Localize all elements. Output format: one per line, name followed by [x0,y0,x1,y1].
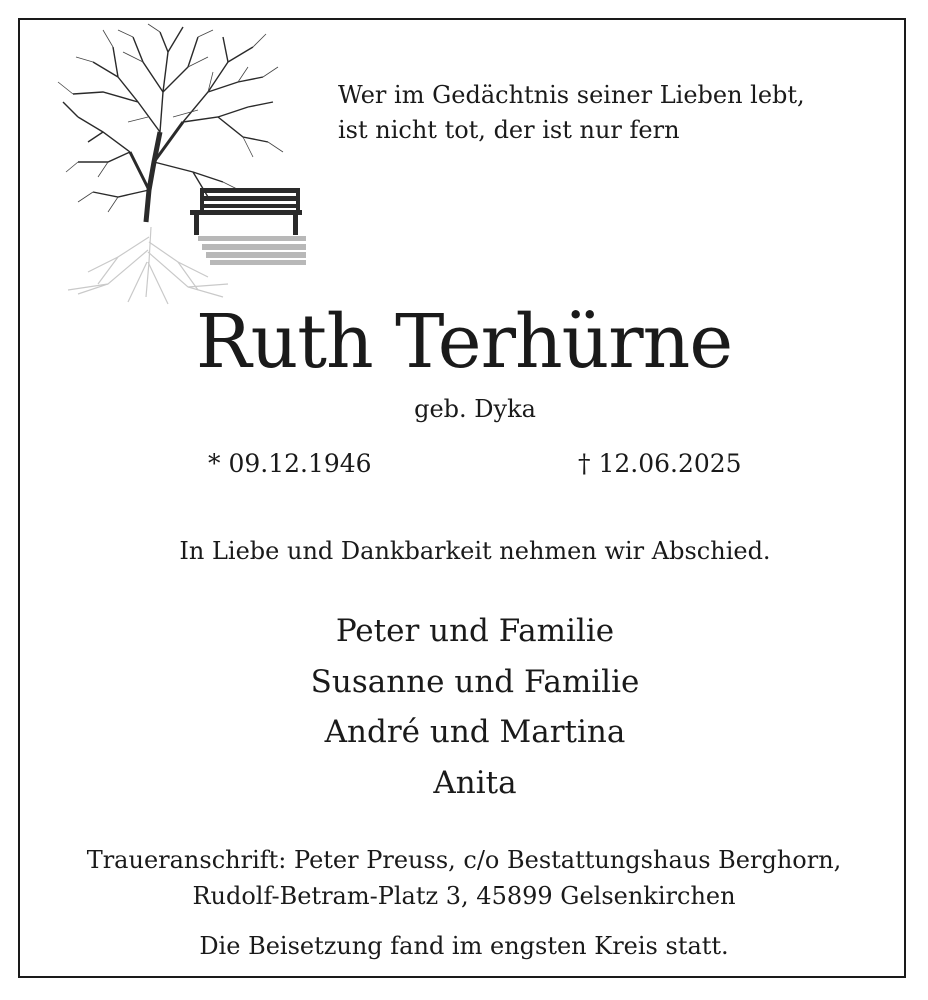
tree-and-bench-icon [48,22,318,312]
mourner-entry: Susanne und Familie [310,663,640,700]
mourners-list [0,606,928,808]
address-line: Traueranschrift: Peter Preuss, c/o Bestattungshaus Berghorn, [86,846,842,874]
address-line: Rudolf-Betram-Platz 3, 45899 Gelsenkirchen [192,882,736,910]
quote-line: ist nicht tot, der ist nur fern [338,116,680,144]
birth-date: * 09.12.1946 [208,449,372,478]
memorial-quote [338,78,858,148]
mourner-entry: Anita [433,764,517,801]
death-date: † 12.06.2025 [578,449,742,478]
quote-line: Wer im Gedächtnis seiner Lieben lebt, [338,81,805,109]
mourner-entry: Peter und Familie [335,613,615,649]
burial-note: Die Beisetzung fand im engsten Kreis statt. [199,932,729,960]
farewell-text: In Liebe und Dankbarkeit nehmen wir Abschied. [179,537,771,565]
mourner-entry: André und Martina [324,714,626,750]
birth-name: geb. Dyka [414,395,536,423]
deceased-name: Ruth Terhürne [195,299,733,385]
mourning-address [0,842,928,914]
